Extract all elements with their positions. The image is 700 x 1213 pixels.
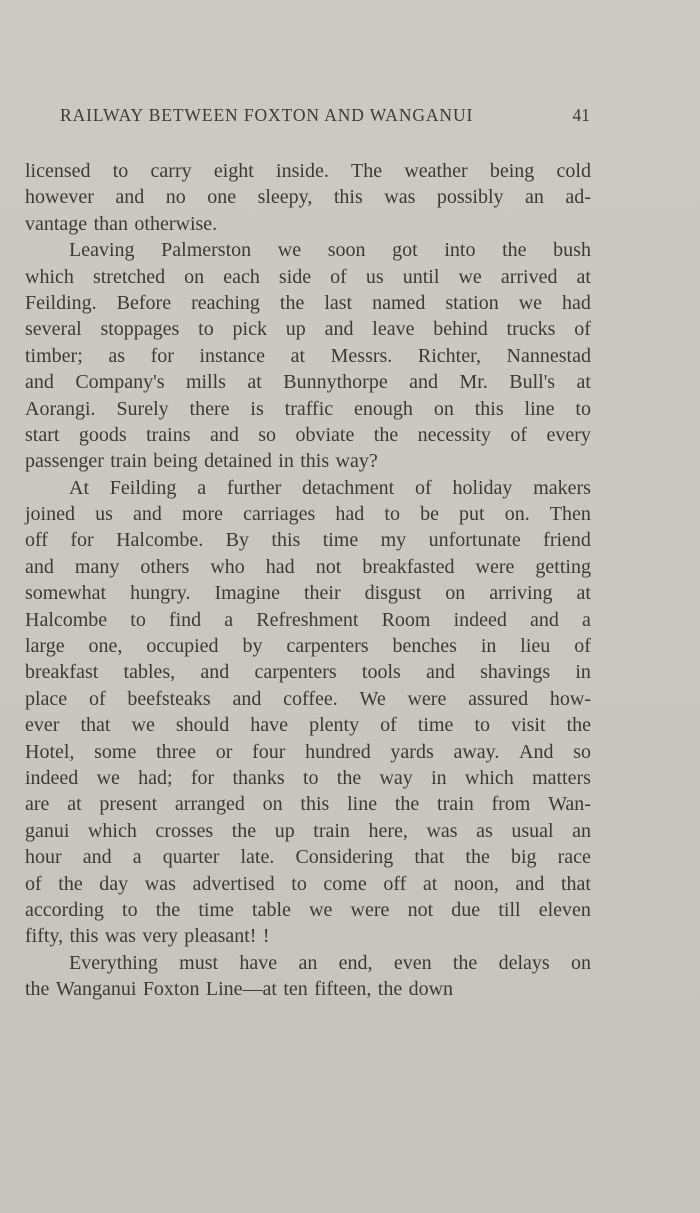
text-line: Leaving Palmerston we soon got into the bush — [69, 239, 591, 262]
page-number: 41 — [572, 105, 590, 125]
text-line: vantage than otherwise. — [25, 212, 218, 235]
text-line: At Feilding a further detachment of holiday makers — [69, 476, 591, 499]
body-text — [25, 158, 591, 1003]
text-line: several stoppages to pick up and leave behind trucks of — [25, 318, 591, 341]
paragraph — [25, 950, 591, 1003]
text-line: which stretched on each side of us until we arrived at — [25, 265, 591, 288]
text-line: are at present arranged on this line the train from Wan- — [25, 793, 591, 816]
text-line: Everything must have an end, even the delays on — [69, 951, 591, 974]
paragraph — [25, 237, 591, 475]
text-line: ganui which crosses the up train here, was as usual an — [25, 819, 591, 842]
text-line: Hotel, some three or four hundred yards away. And so — [25, 740, 591, 763]
text-line: Halcombe to find a Refreshment Room indeed and a — [25, 608, 591, 631]
text-line: large one, occupied by carpenters benches in lieu of — [25, 635, 591, 658]
text-line: ever that we should have plenty of time to visit the — [25, 714, 591, 737]
running-title: RAILWAY BETWEEN FOXTON AND WANGANUI — [60, 105, 474, 125]
text-line: licensed to carry eight inside. The weather being cold — [25, 160, 591, 182]
text-line: Feilding. Before reaching the last named station we had — [25, 291, 591, 314]
text-line: Aorangi. Surely there is traffic enough on this line to — [25, 397, 591, 420]
text-line: off for Halcombe. By this time my unfortunate friend — [25, 529, 591, 552]
text-line: hour and a quarter late. Considering that the big race — [25, 846, 591, 869]
text-line: and Company's mills at Bunnythorpe and Mr. Bull's at — [25, 371, 591, 394]
paragraph — [25, 475, 591, 950]
text-line: somewhat hungry. Imagine their disgust on arriving at — [25, 582, 591, 605]
text-line: timber; as for instance at Messrs. Richter, Nannestad — [25, 344, 591, 367]
text-line: passenger train being detained in this way? — [25, 450, 378, 473]
text-line: joined us and more carriages had to be put on. Then — [25, 503, 591, 526]
text-line: indeed we had; for thanks to the way in which matters — [25, 766, 591, 789]
text-line: fifty, this was very pleasant! ! — [25, 925, 270, 948]
text-line: and many others who had not breakfasted were getting — [25, 555, 591, 578]
text-line: of the day was advertised to come off at noon, and that — [25, 872, 591, 895]
text-line: the Wanganui Foxton Line—at ten fifteen, the down — [25, 978, 454, 1001]
text-line: place of beefsteaks and coffee. We were assured how- — [25, 687, 591, 710]
running-head — [60, 105, 590, 129]
text-line: breakfast tables, and carpenters tools and shavings in — [25, 661, 591, 684]
text-line: according to the time table we were not due till eleven — [25, 898, 591, 921]
text-line: however and no one sleepy, this was possibly an ad- — [25, 186, 591, 209]
text-line: start goods trains and so obviate the necessity of every — [25, 423, 591, 446]
paragraph — [25, 158, 591, 237]
